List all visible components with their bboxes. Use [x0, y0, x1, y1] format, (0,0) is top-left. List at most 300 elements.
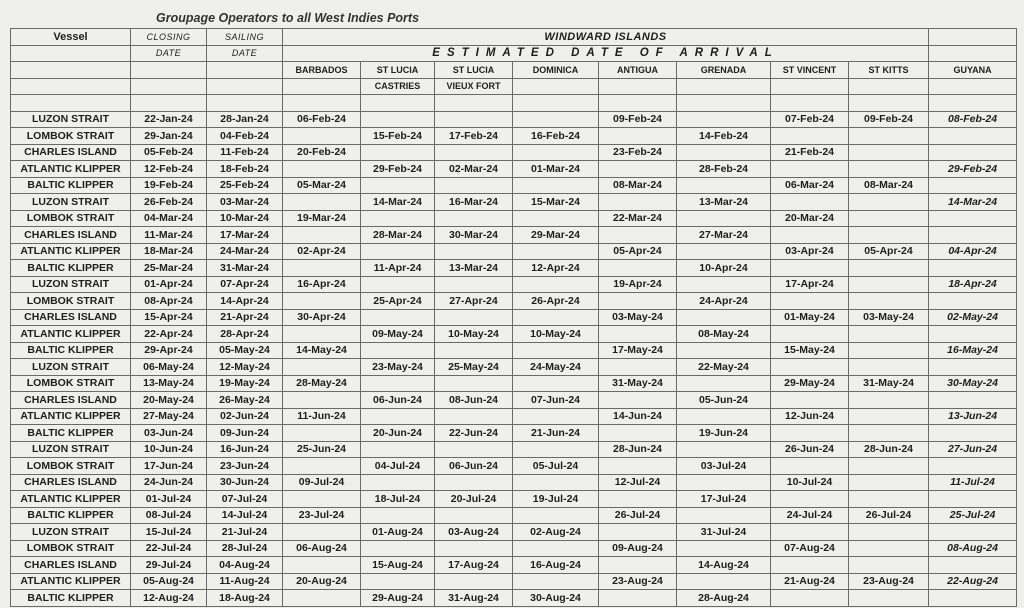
arrival-date: 16-Feb-24	[513, 128, 599, 145]
arrival-date	[361, 111, 435, 128]
table-row	[11, 392, 1017, 409]
arrival-date	[513, 243, 599, 260]
sailing-date: 31-Mar-24	[207, 260, 283, 277]
arrival-date: 03-May-24	[599, 309, 677, 326]
arrival-date	[929, 557, 1017, 574]
arrival-date: 06-Feb-24	[283, 111, 361, 128]
vessel-name: ATLANTIC KLIPPER	[11, 573, 131, 590]
arrival-date	[513, 540, 599, 557]
arrival-date	[849, 590, 929, 607]
vessel-name: LOMBOK STRAIT	[11, 375, 131, 392]
arrival-date	[771, 359, 849, 376]
arrival-date	[599, 128, 677, 145]
arrival-date	[283, 458, 361, 475]
arrival-date: 28-Jun-24	[599, 441, 677, 458]
arrival-date: 25-Jul-24	[929, 507, 1017, 524]
arrival-date: 10-May-24	[513, 326, 599, 343]
arrival-date: 09-Jul-24	[283, 474, 361, 491]
closing-date: 24-Jun-24	[131, 474, 207, 491]
blank-header-cell	[929, 45, 1017, 62]
arrival-date: 15-Feb-24	[361, 128, 435, 145]
arrival-date	[435, 540, 513, 557]
closing-date: 05-Feb-24	[131, 144, 207, 161]
arrival-date: 10-May-24	[435, 326, 513, 343]
arrival-date: 27-Mar-24	[677, 227, 771, 244]
arrival-date: 18-Apr-24	[929, 276, 1017, 293]
arrival-date: 26-Jul-24	[849, 507, 929, 524]
arrival-date	[283, 425, 361, 442]
arrival-date	[849, 210, 929, 227]
port-header: DOMINICA	[513, 62, 599, 79]
blank-header-cell	[929, 29, 1017, 46]
arrival-date	[849, 392, 929, 409]
sailing-date: 30-Jun-24	[207, 474, 283, 491]
closing-date: 08-Apr-24	[131, 293, 207, 310]
closing-date: 11-Mar-24	[131, 227, 207, 244]
blank-header-cell	[11, 45, 131, 62]
arrival-date: 29-Feb-24	[929, 161, 1017, 178]
arrival-date	[283, 491, 361, 508]
arrival-date: 27-Apr-24	[435, 293, 513, 310]
closing-date: 15-Jul-24	[131, 524, 207, 541]
arrival-date: 23-Aug-24	[849, 573, 929, 590]
arrival-date	[771, 161, 849, 178]
spacer-cell	[207, 95, 283, 112]
arrival-date	[513, 144, 599, 161]
arrival-date: 26-Jun-24	[771, 441, 849, 458]
arrival-date: 20-Mar-24	[771, 210, 849, 227]
closing-date: 05-Aug-24	[131, 573, 207, 590]
arrival-date: 23-Aug-24	[599, 573, 677, 590]
closing-date: 25-Mar-24	[131, 260, 207, 277]
arrival-date	[849, 408, 929, 425]
vessel-name: CHARLES ISLAND	[11, 557, 131, 574]
subport-header	[771, 78, 849, 95]
vessel-name: LOMBOK STRAIT	[11, 128, 131, 145]
arrival-date	[283, 128, 361, 145]
arrival-date: 16-Mar-24	[435, 194, 513, 211]
arrival-date: 01-Mar-24	[513, 161, 599, 178]
port-header: GRENADA	[677, 62, 771, 79]
vessel-name: ATLANTIC KLIPPER	[11, 243, 131, 260]
sailing-date: 07-Jul-24	[207, 491, 283, 508]
arrival-date	[361, 540, 435, 557]
arrival-date	[849, 524, 929, 541]
arrival-date	[361, 276, 435, 293]
arrival-date	[677, 309, 771, 326]
arrival-date: 20-Feb-24	[283, 144, 361, 161]
closing-date: 04-Mar-24	[131, 210, 207, 227]
spacer-cell	[849, 95, 929, 112]
arrival-date: 30-Apr-24	[283, 309, 361, 326]
arrival-date: 06-Aug-24	[283, 540, 361, 557]
arrival-date	[849, 144, 929, 161]
sailing-date: 19-May-24	[207, 375, 283, 392]
closing-date: 15-Apr-24	[131, 309, 207, 326]
page-title: Groupage Operators to all West Indies Ports	[156, 11, 420, 25]
arrival-date: 28-Aug-24	[677, 590, 771, 607]
vessel-name: CHARLES ISLAND	[11, 392, 131, 409]
arrival-date	[283, 524, 361, 541]
vessel-name: LUZON STRAIT	[11, 524, 131, 541]
arrival-date	[361, 177, 435, 194]
arrival-date	[677, 276, 771, 293]
table-row	[11, 474, 1017, 491]
arrival-date	[929, 326, 1017, 343]
arrival-date: 08-Jun-24	[435, 392, 513, 409]
blank-header-cell	[131, 62, 207, 79]
arrival-date	[849, 194, 929, 211]
arrival-date: 25-May-24	[435, 359, 513, 376]
closing-date: 29-Jul-24	[131, 557, 207, 574]
spacer-cell	[599, 95, 677, 112]
arrival-date	[513, 177, 599, 194]
arrival-date	[599, 161, 677, 178]
arrival-date: 04-Jul-24	[361, 458, 435, 475]
closing-date: 12-Aug-24	[131, 590, 207, 607]
blank-header-cell	[207, 78, 283, 95]
arrival-date	[513, 474, 599, 491]
spacer-cell	[771, 95, 849, 112]
arrival-date	[771, 227, 849, 244]
sailing-date: 28-Jul-24	[207, 540, 283, 557]
arrival-date: 10-Jul-24	[771, 474, 849, 491]
port-header: ST LUCIA	[435, 62, 513, 79]
closing-date: 22-Jul-24	[131, 540, 207, 557]
arrival-date: 27-Jun-24	[929, 441, 1017, 458]
arrival-date	[435, 111, 513, 128]
closing-date: 20-May-24	[131, 392, 207, 409]
arrival-date	[849, 128, 929, 145]
arrival-date: 04-Apr-24	[929, 243, 1017, 260]
sailing-date: 17-Mar-24	[207, 227, 283, 244]
vessel-name: LUZON STRAIT	[11, 194, 131, 211]
arrival-date: 29-Aug-24	[361, 590, 435, 607]
arrival-date: 21-Aug-24	[771, 573, 849, 590]
arrival-date	[677, 540, 771, 557]
arrival-date	[435, 573, 513, 590]
arrival-date: 25-Jun-24	[283, 441, 361, 458]
blank-header-cell	[207, 62, 283, 79]
arrival-date	[771, 128, 849, 145]
arrival-date	[771, 260, 849, 277]
arrival-date: 02-Apr-24	[283, 243, 361, 260]
arrival-date: 17-Feb-24	[435, 128, 513, 145]
arrival-date	[435, 375, 513, 392]
arrival-date: 31-May-24	[849, 375, 929, 392]
arrival-date: 28-Mar-24	[361, 227, 435, 244]
arrival-date	[513, 408, 599, 425]
arrival-date	[849, 342, 929, 359]
arrival-date	[849, 293, 929, 310]
arrival-date: 03-May-24	[849, 309, 929, 326]
arrival-date: 05-Apr-24	[849, 243, 929, 260]
arrival-date	[283, 557, 361, 574]
arrival-date	[677, 441, 771, 458]
arrival-date: 24-Jul-24	[771, 507, 849, 524]
arrival-date: 06-Jun-24	[435, 458, 513, 475]
arrival-date	[771, 524, 849, 541]
closing-date: 19-Feb-24	[131, 177, 207, 194]
arrival-date	[599, 458, 677, 475]
sailing-date-label: DATE	[207, 45, 283, 62]
sailing-date: 12-May-24	[207, 359, 283, 376]
vessel-name: BALTIC KLIPPER	[11, 260, 131, 277]
arrival-date: 05-Jul-24	[513, 458, 599, 475]
port-header: ST KITTS	[849, 62, 929, 79]
sailing-date: 23-Jun-24	[207, 458, 283, 475]
arrival-date	[677, 342, 771, 359]
arrival-date: 03-Apr-24	[771, 243, 849, 260]
table-row	[11, 458, 1017, 475]
sailing-date: 11-Aug-24	[207, 573, 283, 590]
arrival-date: 03-Aug-24	[435, 524, 513, 541]
arrival-date	[929, 524, 1017, 541]
spacer-cell	[283, 95, 361, 112]
table-row	[11, 276, 1017, 293]
arrival-date	[435, 243, 513, 260]
arrival-date	[599, 590, 677, 607]
arrival-date: 29-Feb-24	[361, 161, 435, 178]
arrival-date: 19-Apr-24	[599, 276, 677, 293]
vessel-name: LOMBOK STRAIT	[11, 540, 131, 557]
table-row	[11, 359, 1017, 376]
arrival-date	[771, 425, 849, 442]
arrival-date: 08-May-24	[677, 326, 771, 343]
arrival-date: 13-Mar-24	[435, 260, 513, 277]
vessel-name: BALTIC KLIPPER	[11, 177, 131, 194]
sailing-header: SAILING	[207, 29, 283, 46]
arrival-date: 22-Jun-24	[435, 425, 513, 442]
arrival-date	[677, 243, 771, 260]
arrival-date	[849, 491, 929, 508]
table-row	[11, 161, 1017, 178]
arrival-date	[361, 309, 435, 326]
arrival-date: 05-Mar-24	[283, 177, 361, 194]
arrival-date: 07-Feb-24	[771, 111, 849, 128]
arrival-date	[361, 210, 435, 227]
sailing-date: 04-Feb-24	[207, 128, 283, 145]
arrival-date: 07-Jun-24	[513, 392, 599, 409]
arrival-date	[849, 276, 929, 293]
arrival-date: 19-Mar-24	[283, 210, 361, 227]
arrival-date	[435, 144, 513, 161]
arrival-date	[283, 326, 361, 343]
arrival-date: 01-May-24	[771, 309, 849, 326]
arrival-date	[771, 557, 849, 574]
arrival-date	[513, 573, 599, 590]
arrival-date	[849, 227, 929, 244]
arrival-date	[929, 392, 1017, 409]
subport-header	[513, 78, 599, 95]
arrival-date: 24-May-24	[513, 359, 599, 376]
arrival-date	[435, 309, 513, 326]
table-row	[11, 144, 1017, 161]
table-row	[11, 177, 1017, 194]
table-row	[11, 293, 1017, 310]
arrival-date	[677, 375, 771, 392]
arrival-date: 11-Jul-24	[929, 474, 1017, 491]
arrival-date	[849, 359, 929, 376]
arrival-date: 28-Feb-24	[677, 161, 771, 178]
schedule-table	[10, 28, 1017, 607]
closing-date: 06-May-24	[131, 359, 207, 376]
arrival-date	[677, 507, 771, 524]
arrival-date: 30-Aug-24	[513, 590, 599, 607]
sailing-date: 28-Apr-24	[207, 326, 283, 343]
arrival-date	[677, 111, 771, 128]
arrival-date: 16-May-24	[929, 342, 1017, 359]
vessel-name: CHARLES ISLAND	[11, 227, 131, 244]
vessel-name: LOMBOK STRAIT	[11, 210, 131, 227]
arrival-date: 20-Jul-24	[435, 491, 513, 508]
closing-date: 29-Apr-24	[131, 342, 207, 359]
arrival-date	[599, 392, 677, 409]
arrival-date: 28-Jun-24	[849, 441, 929, 458]
arrival-date	[677, 210, 771, 227]
arrival-date: 08-Aug-24	[929, 540, 1017, 557]
arrival-date: 29-Mar-24	[513, 227, 599, 244]
closing-date: 12-Feb-24	[131, 161, 207, 178]
arrival-date	[599, 194, 677, 211]
arrival-date	[283, 194, 361, 211]
closing-date: 08-Jul-24	[131, 507, 207, 524]
arrival-date	[929, 260, 1017, 277]
arrival-date	[599, 491, 677, 508]
sailing-date: 25-Feb-24	[207, 177, 283, 194]
table-row	[11, 326, 1017, 343]
arrival-date	[771, 458, 849, 475]
sailing-date: 02-Jun-24	[207, 408, 283, 425]
arrival-date: 12-Jun-24	[771, 408, 849, 425]
arrival-date	[435, 276, 513, 293]
arrival-date	[849, 326, 929, 343]
closing-date: 22-Jan-24	[131, 111, 207, 128]
vessel-name: ATLANTIC KLIPPER	[11, 326, 131, 343]
arrival-date	[599, 227, 677, 244]
region-header: WINDWARD ISLANDS	[283, 29, 929, 46]
arrival-date: 22-May-24	[677, 359, 771, 376]
blank-header-cell	[131, 78, 207, 95]
table-row	[11, 524, 1017, 541]
table-row	[11, 210, 1017, 227]
arrival-date	[771, 326, 849, 343]
arrival-date	[771, 293, 849, 310]
arrival-date: 31-May-24	[599, 375, 677, 392]
sailing-date: 24-Mar-24	[207, 243, 283, 260]
arrival-date: 05-Jun-24	[677, 392, 771, 409]
arrival-date	[513, 507, 599, 524]
arrival-date	[677, 144, 771, 161]
port-header: GUYANA	[929, 62, 1017, 79]
closing-date: 10-Jun-24	[131, 441, 207, 458]
closing-date-label: DATE	[131, 45, 207, 62]
arrival-date: 01-Aug-24	[361, 524, 435, 541]
arrival-date	[361, 408, 435, 425]
table-row	[11, 491, 1017, 508]
closing-date: 26-Feb-24	[131, 194, 207, 211]
arrival-date: 25-Apr-24	[361, 293, 435, 310]
closing-date: 03-Jun-24	[131, 425, 207, 442]
port-header: ANTIGUA	[599, 62, 677, 79]
vessel-name: ATLANTIC KLIPPER	[11, 161, 131, 178]
arrival-date	[361, 375, 435, 392]
arrival-date	[435, 408, 513, 425]
arrival-date	[677, 474, 771, 491]
arrival-date	[849, 260, 929, 277]
arrival-date	[677, 177, 771, 194]
table-row	[11, 342, 1017, 359]
blank-header-cell	[11, 62, 131, 79]
arrival-date	[771, 194, 849, 211]
sailing-date: 10-Mar-24	[207, 210, 283, 227]
arrival-date	[513, 276, 599, 293]
table-row	[11, 557, 1017, 574]
arrival-date: 02-May-24	[929, 309, 1017, 326]
arrival-date	[929, 293, 1017, 310]
sailing-date: 07-Apr-24	[207, 276, 283, 293]
sailing-date: 16-Jun-24	[207, 441, 283, 458]
arrival-date	[929, 227, 1017, 244]
arrival-date	[849, 557, 929, 574]
spacer-cell	[677, 95, 771, 112]
arrival-date	[929, 458, 1017, 475]
arrival-date: 23-Feb-24	[599, 144, 677, 161]
closing-date: 01-Jul-24	[131, 491, 207, 508]
arrival-date	[283, 392, 361, 409]
subport-header	[849, 78, 929, 95]
arrival-date	[513, 111, 599, 128]
arrival-date: 17-Jul-24	[677, 491, 771, 508]
spacer-cell	[361, 95, 435, 112]
sailing-date: 28-Jan-24	[207, 111, 283, 128]
vessel-name: CHARLES ISLAND	[11, 144, 131, 161]
table-row	[11, 590, 1017, 607]
arrival-date: 30-Mar-24	[435, 227, 513, 244]
vessel-name: BALTIC KLIPPER	[11, 507, 131, 524]
arrival-date: 09-Feb-24	[599, 111, 677, 128]
arrival-date	[435, 441, 513, 458]
table-row	[11, 408, 1017, 425]
arrival-date	[361, 144, 435, 161]
arrival-date: 15-Aug-24	[361, 557, 435, 574]
sailing-date: 18-Aug-24	[207, 590, 283, 607]
arrival-date: 12-Apr-24	[513, 260, 599, 277]
arrival-date	[513, 342, 599, 359]
arrival-date: 15-May-24	[771, 342, 849, 359]
arrival-date	[283, 293, 361, 310]
table-row	[11, 573, 1017, 590]
arrival-date: 21-Jun-24	[513, 425, 599, 442]
subport-header: CASTRIES	[361, 78, 435, 95]
arrival-date	[599, 524, 677, 541]
arrival-date	[929, 491, 1017, 508]
table-row	[11, 441, 1017, 458]
arrival-date	[283, 161, 361, 178]
arrival-date: 18-Jul-24	[361, 491, 435, 508]
arrival-date: 08-Feb-24	[929, 111, 1017, 128]
arrival-date	[283, 227, 361, 244]
vessel-name: LUZON STRAIT	[11, 111, 131, 128]
vessel-name: BALTIC KLIPPER	[11, 342, 131, 359]
arrival-date: 16-Apr-24	[283, 276, 361, 293]
sailing-date: 05-May-24	[207, 342, 283, 359]
arrival-date: 31-Aug-24	[435, 590, 513, 607]
arrival-date: 05-Apr-24	[599, 243, 677, 260]
arrival-date: 17-May-24	[599, 342, 677, 359]
closing-date: 13-May-24	[131, 375, 207, 392]
table-row	[11, 507, 1017, 524]
